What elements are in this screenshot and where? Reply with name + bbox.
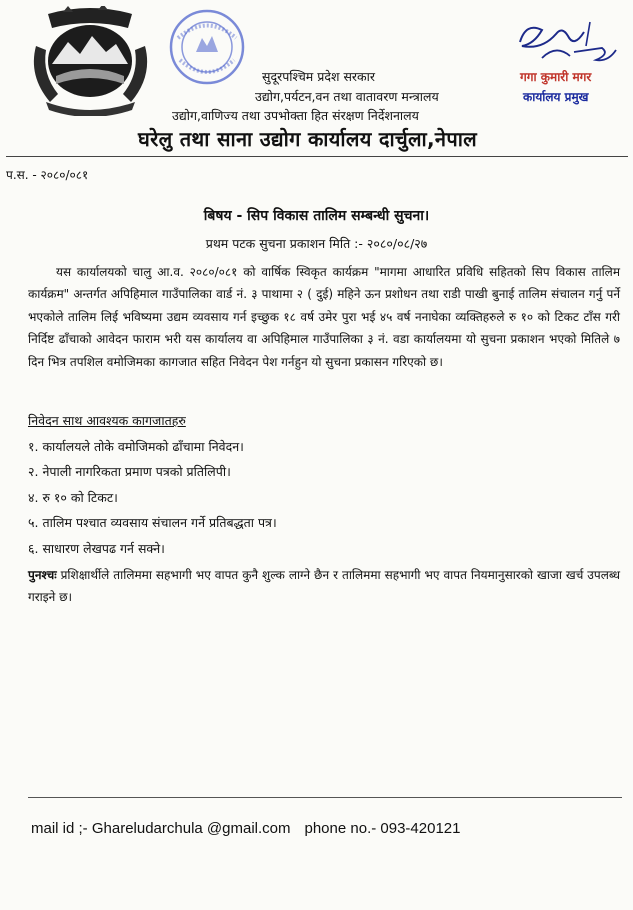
documents-heading: निवेदन साथ आवश्यक कागजातहरु: [28, 413, 186, 428]
footer-contact: [31, 820, 460, 837]
office-head-title: कार्यालय प्रमुख: [523, 90, 589, 104]
notice-subject: बिषय - सिप विकास तालिम सम्बन्धी सुचना।: [203, 208, 430, 224]
nepal-emblem-icon: [28, 6, 153, 116]
notice-body: यस कार्यालयको चालु आ.व. २०८०/०८१ को वार्षिक स्विकृत कार्यक्रम "मागमा आधारित प्रविधि सहितको सिप विकास तालिम कार्यक्रम" अन्तर्गत अपिहिमाल गाउँपालिका वार्ड नं. ३ पाथामा २ ( दुई) महिने ऊन प्रशोधन तथा राडी पाखी बुनाई तालिम संचालन गर्नु पर्ने भएकोले तालिम लिई भविष्यमा उद्यम व्यवसाय गर्न इच्छुक १८ वर्ष उमेर पुरा भई ४५ वर्ष ननाघेका व्यक्तिहरुले रु १० को टिकट टाँस गरी निर्दिष्ट ढाँचाको आवेदन फाराम भरी यस कार्यालय वा अपिहिमाल गाउँपालिका ३ नं. वडा कार्यालयमा यो सुचना प्रकाशन भएको मितिले ७ दिन भित्र तपशिल वमोजिमका कागजात सहित निवेदन पेश गर्नहुन यो सुचना प्रकासन गरिएको छ।: [28, 265, 620, 369]
office-seal-icon: [168, 8, 246, 86]
directorate-name: उद्योग,वाणिज्य तथा उपभोक्ता हित संरक्षण निर्देशनालय: [172, 108, 419, 123]
signature-icon: [512, 8, 622, 70]
document-item: ५. तालिम पश्चात व्यवसाय संचालन गर्ने प्रतिबद्धता पत्र।: [28, 515, 277, 530]
postscript-text: प्रशिक्षार्थीले तालिममा सहभागी भए वापत कुनै शुल्क लाग्ने छैन र तालिममा सहभागी भए वापत नियमानुसारको खाजा खर्च उपलब्ध गराइने छ।: [28, 568, 620, 604]
footer-phone: phone no.- 093-420121: [304, 820, 461, 837]
office-title: घरेलु तथा साना उद्योग कार्यालय दार्चुला,नेपाल: [138, 127, 478, 151]
office-head-name: गगा कुमारी मगर: [520, 70, 592, 84]
postscript-note: [28, 564, 620, 608]
postscript-label: पुनश्चः: [28, 568, 57, 582]
footer-divider: [28, 797, 622, 798]
document-item: ४. रु १० को टिकट।: [28, 490, 118, 505]
government-name: सुदूरपश्चिम प्रदेश सरकार: [262, 69, 375, 84]
document-item: ६. साधारण लेखपढ गर्न सक्ने।: [28, 541, 165, 556]
ministry-name: उद्योग,पर्यटन,वन तथा वातावरण मन्त्रालय: [255, 89, 439, 104]
document-item: २. नेपाली नागरिकता प्रमाण पत्रको प्रतिलिपी।: [28, 464, 231, 479]
header-divider: [6, 156, 628, 157]
document-item: १. कार्यालयले तोके वमोजिमको ढाँचामा निवेदन।: [28, 439, 244, 454]
footer-email: mail id ;- Ghareludarchula @gmail.com: [31, 820, 291, 837]
publication-date: प्रथम पटक सुचना प्रकाशन मिति :- २०८०/०८/२७: [205, 236, 428, 251]
reference-number: प.स. - २०८०/०८१: [6, 168, 89, 182]
